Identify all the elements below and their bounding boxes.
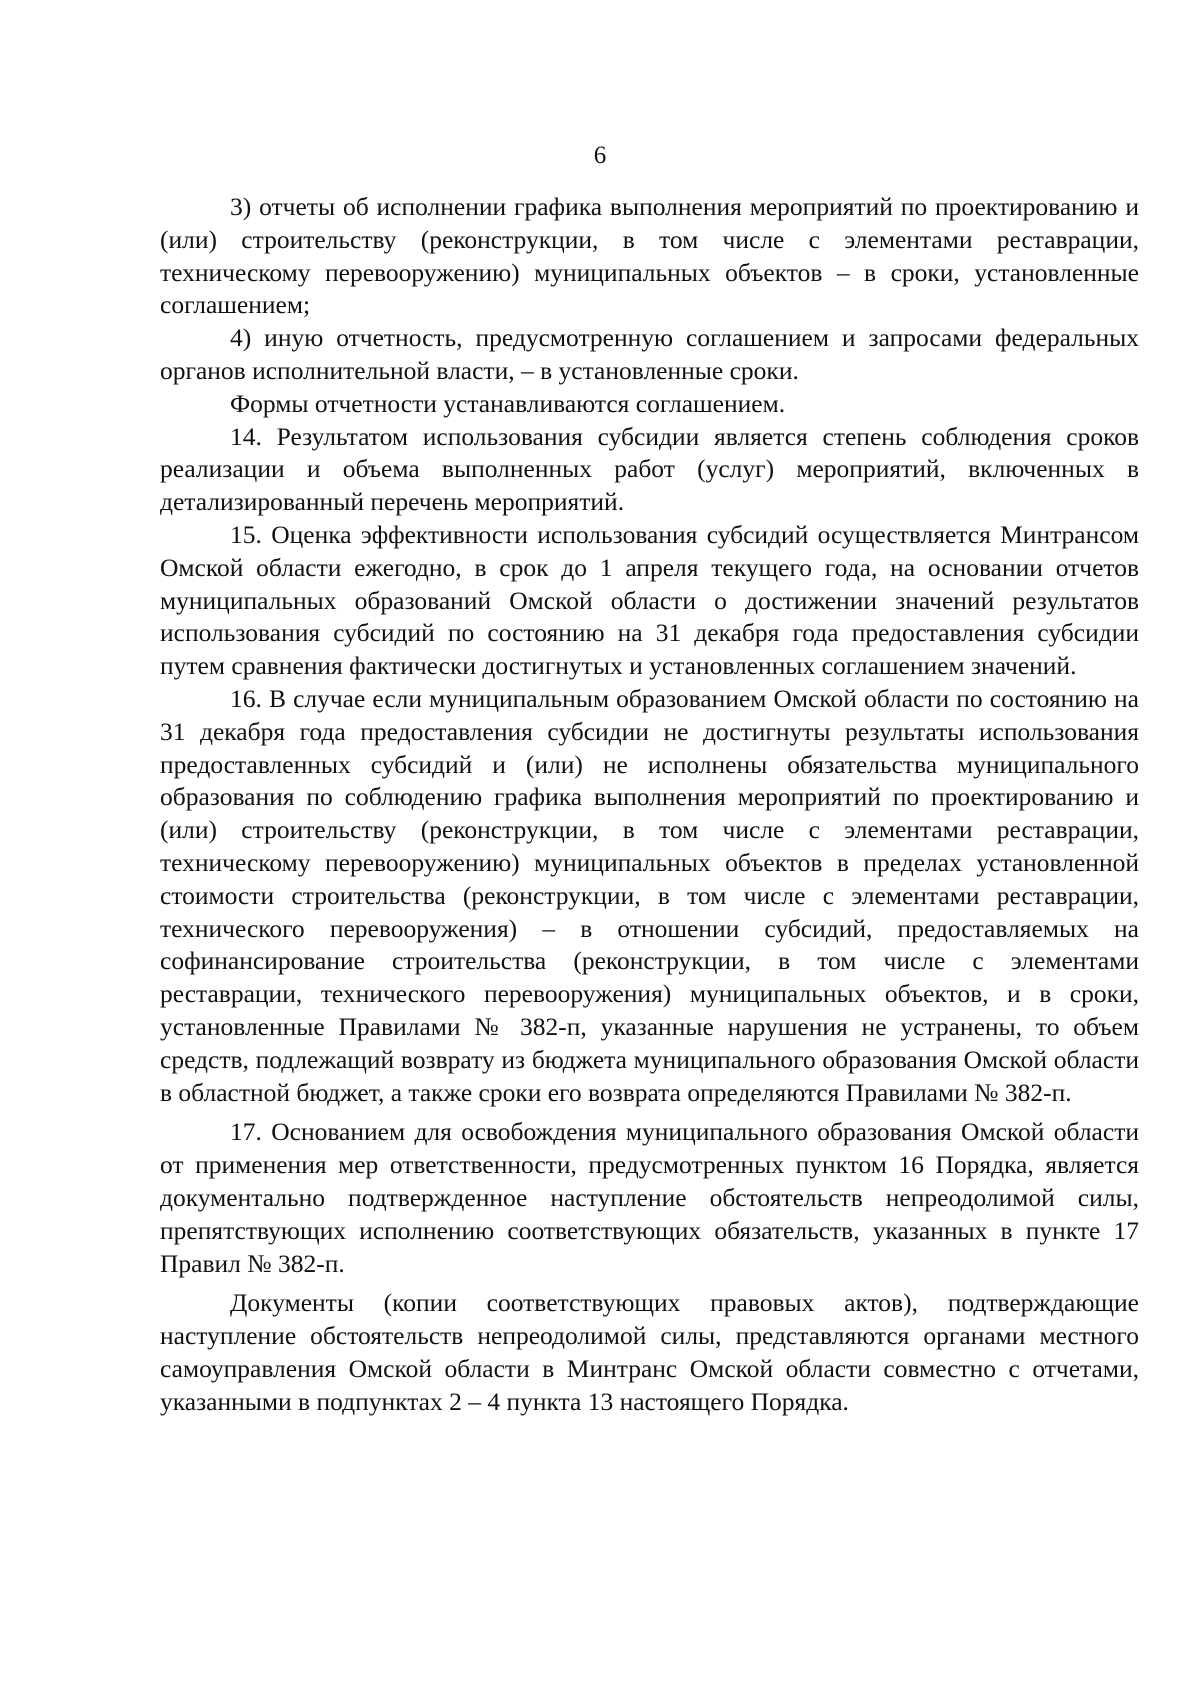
paragraph-item-3: 3) отчеты об исполнении графика выполнения мероприятий по проектированию и (или) строительству (реконструкции, в том числе с элементами реставрации, техническому перевооружению) муниципальных объектов – в сроки, установленные соглашением; [160, 192, 1139, 320]
paragraph-16: 16. В случае если муниципальным образованием Омской области по состоянию на 31 декабря года предоставления субсидии не достигнуты результаты использования предоставленных субсидий и (или) не исполнены обязательства муниципального образования по соблюдению графика выполнения мероприятий по проектированию и (или) строительству (реконструкции, в том числе с элементами реставрации, техническому перевооружению) муниципальных объектов в пределах установленной стоимости строительства (реконструкции, в том числе с элементами реставрации, технического перевооружения) – в отношении субсидий, предоставляемых на софинансирование строительства (реконструкции, в том числе с элементами реставрации, технического перевооружения) муниципальных объектов, и в сроки, установленные Правилами № 382-п, указанные нарушения не устранены, то объем средств, подлежащий возврату из бюджета муниципального образования Омской области в областной бюджет, а также сроки его возврата определяются Правилами № 382-п. [160, 683, 1139, 1107]
page-number: 6 [593, 142, 607, 169]
paragraph-documents: Документы (копии соответствующих правовых актов), подтверждающие наступление обстоятельств непреодолимой силы, представляются органами местного самоуправления Омской области в Минтранс Омской области совместно с отчетами, указанными в подпунктах 2 – 4 пункта 13 настоящего Порядка. [160, 1288, 1139, 1416]
paragraph-14: 14. Результатом использования субсидии является степень соблюдения сроков реализации и объема выполненных работ (услуг) мероприятий, включенных в детализированный перечень мероприятий. [160, 421, 1139, 517]
paragraph-item-4: 4) иную отчетность, предусмотренную соглашением и запросами федеральных органов исполнительной власти, – в установленные сроки. [160, 323, 1139, 385]
paragraph-report-forms: Формы отчетности устанавливаются соглашением. [230, 388, 786, 418]
paragraph-17: 17. Основанием для освобождения муниципального образования Омской области от применения мер ответственности, предусмотренных пунктом 16 Порядка, является документально подтвержденное наступление обстоятельств непреодолимой силы, препятствующих исполнению соответствующих обязательств, указанных в пункте 17 Правил № 382-п. [160, 1117, 1139, 1278]
paragraph-15: 15. Оценка эффективности использования субсидий осуществляется Минтрансом Омской области ежегодно, в срок до 1 апреля текущего года, на основании отчетов муниципальных образований Омской области о достижении значений результатов использования субсидий по состоянию на 31 декабря года предоставления субсидии путем сравнения фактически достигнутых и установленных соглашением значений. [160, 519, 1139, 681]
document-body [160, 191, 1139, 1418]
